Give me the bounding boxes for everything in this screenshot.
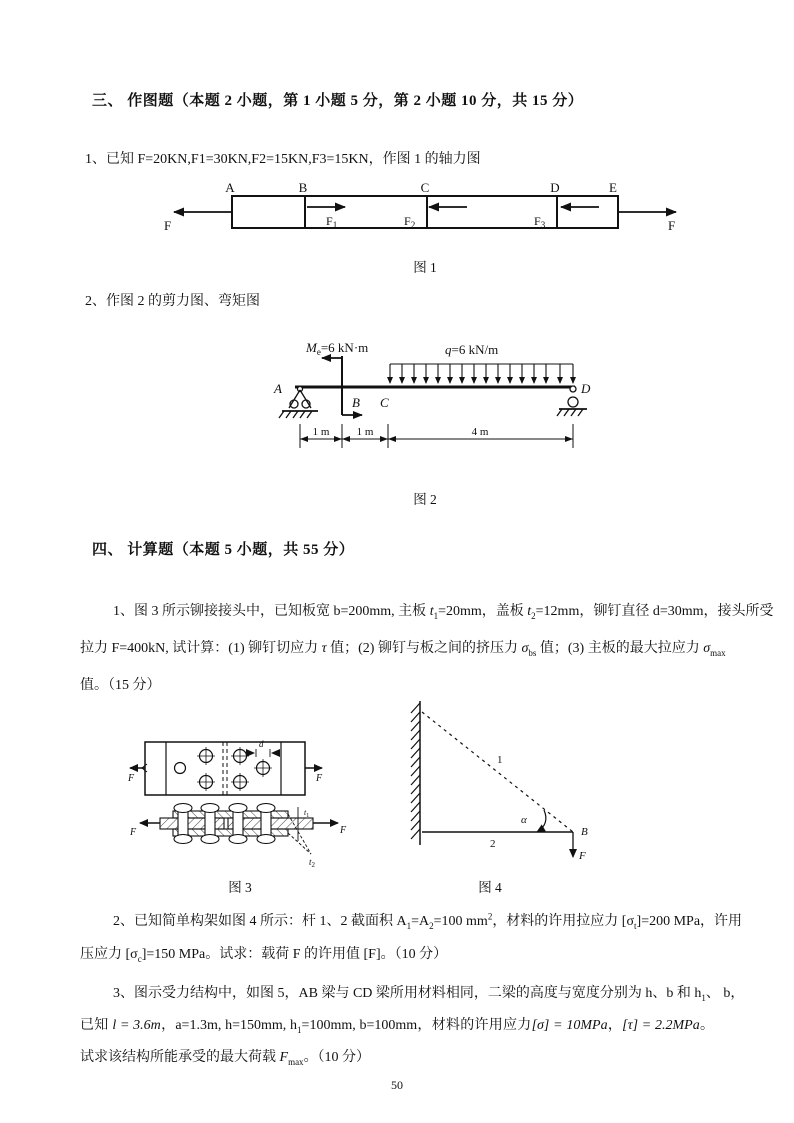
figure-1-diagram	[158, 178, 688, 248]
fig3-t2-label: $t_2$	[309, 857, 316, 869]
fig1-label-C: C	[420, 180, 430, 195]
fig2-load-label: q=6 kN/m	[445, 342, 499, 357]
fig3-plan-force-right	[305, 768, 323, 784]
fig1-label-E: E	[609, 180, 617, 195]
figure-3-diagram	[128, 723, 373, 883]
fig2-dim-1m-right: 1 m	[356, 426, 374, 438]
fig4-angle-label: α	[521, 814, 527, 826]
q4-3-line2: 已知 l = 3.6m，a=1.3m, h=150mm, $h_1=100mm$, b=100mm，材料的许用应力[σ] = 10MPa，[τ] = 2.2MPa。	[80, 1018, 715, 1035]
q4-1-line2: 拉力 F=400kN, 试计算：(1) 铆钉切应力 τ 值；(2) 铆钉与板之间的挤压力 $\sigma_{bs}$ 值；(3) 主板的最大拉应力 $\sigma_{max}$	[80, 641, 726, 658]
fig4-member-2-label: 2	[490, 838, 496, 850]
fig3-plan-view	[142, 739, 305, 795]
fig4-member-1-label: 1	[497, 754, 503, 766]
figure-2-diagram	[270, 332, 605, 457]
fig3-section-view	[160, 804, 313, 855]
figure-4-caption: 图 4	[478, 880, 502, 895]
fig2-dim-4m: 4 m	[471, 426, 489, 438]
section-three-title: 三、 作图题（本题 2 小题，第 1 小题 5 分，第 2 小题 10 分，共 15 分）	[92, 93, 584, 109]
svg-text:F1: $F_1$	[326, 214, 338, 230]
figure-3-caption: 图 3	[228, 880, 252, 895]
svg-text:F: F	[164, 218, 172, 233]
q4-2-line1: 2、已知简单构架如图 4 所示：杆 1、2 截面积 $A_1=A_2=100$ $mm^2$，材料的许用拉应力 $[\sigma_t]=200$ MPa，许用	[113, 911, 743, 931]
fig2-label-C: C	[380, 395, 389, 410]
svg-text:F: F	[130, 827, 137, 838]
svg-text:F: F	[668, 218, 676, 233]
fig1-force-arrow-right	[618, 212, 676, 233]
fig2-pin-support-A	[279, 387, 318, 419]
fig1-force-arrow-left	[164, 212, 232, 233]
fig2-label-A: A	[274, 381, 282, 396]
fig4-load-label: F	[579, 850, 586, 862]
fig1-label-D: D	[550, 180, 560, 195]
fig4-angle-arc	[537, 810, 546, 832]
page-number: 50	[391, 1078, 403, 1092]
section-four-title: 四、 计算题（本题 5 小题，共 55 分）	[92, 542, 355, 558]
q4-3-paragraph	[80, 978, 745, 1074]
section-three-q2-text: 2、作图 2 的剪力图、弯矩图	[85, 294, 260, 309]
fig4-label-B: B	[581, 826, 588, 838]
fig3-t1-label: $t_1$	[304, 808, 310, 819]
fig4-wall	[411, 701, 420, 845]
fig4-member-1	[422, 712, 573, 832]
fig3-d-label: d	[259, 739, 264, 749]
fig2-label-B: B	[352, 395, 360, 410]
q4-1-line1: 1、图 3 所示铆接接头中，已知板宽 b=200mm, 主板 $t_1=20mm$，盖板 $t_2=12mm$，铆钉直径 d=30mm，接头所受	[113, 604, 774, 621]
fig3-section-force-left	[129, 823, 160, 838]
svg-text:F3: $F_3$	[534, 214, 546, 230]
q4-2-paragraph	[80, 905, 743, 971]
fig3-plan-force-left	[128, 768, 145, 784]
svg-text:F: F	[316, 773, 323, 784]
fig1-bar-outline	[232, 196, 618, 228]
fig2-moment-label: $M_e=6$ kN·m	[306, 340, 369, 357]
q4-3-line3: 试求该结构所能承受的最大荷载 $F_{max}$。（10 分）	[80, 1050, 371, 1067]
fig2-distributed-load	[390, 364, 573, 383]
svg-text:F: F	[340, 825, 347, 836]
q4-3-line1: 3、图示受力结构中，如图 5，AB 梁与 CD 梁所用材料相同，二梁的高度与宽度分别为 h、b 和 $h_1$、 b，	[113, 986, 745, 1003]
fig3-section-force-right	[313, 823, 347, 836]
figure-4-diagram	[400, 693, 620, 873]
fig1-label-B: B	[298, 180, 308, 195]
fig2-dimensions	[300, 424, 573, 448]
section-three-q1-text: 1、已知 F=20KN,F1=30KN,F2=15KN,F3=15KN，作图 1 的轴力图	[85, 152, 481, 167]
q4-2-line2: 压应力 $[\sigma_c]=150$ MPa。试求：载荷 F 的许用值 [F]。（10 分）	[80, 947, 448, 964]
fig1-label-A: A	[225, 180, 235, 195]
q4-1-paragraph	[80, 593, 774, 704]
figure-2-caption: 图 2	[413, 492, 437, 507]
fig2-label-D: D	[581, 381, 591, 396]
svg-text:F2: $F_2$	[404, 214, 416, 230]
figure-1-caption: 图 1	[413, 260, 437, 275]
svg-text:F: F	[128, 773, 135, 784]
q4-1-line3: 值。（15 分）	[80, 678, 161, 693]
fig2-dim-1m-left: 1 m	[312, 426, 330, 438]
